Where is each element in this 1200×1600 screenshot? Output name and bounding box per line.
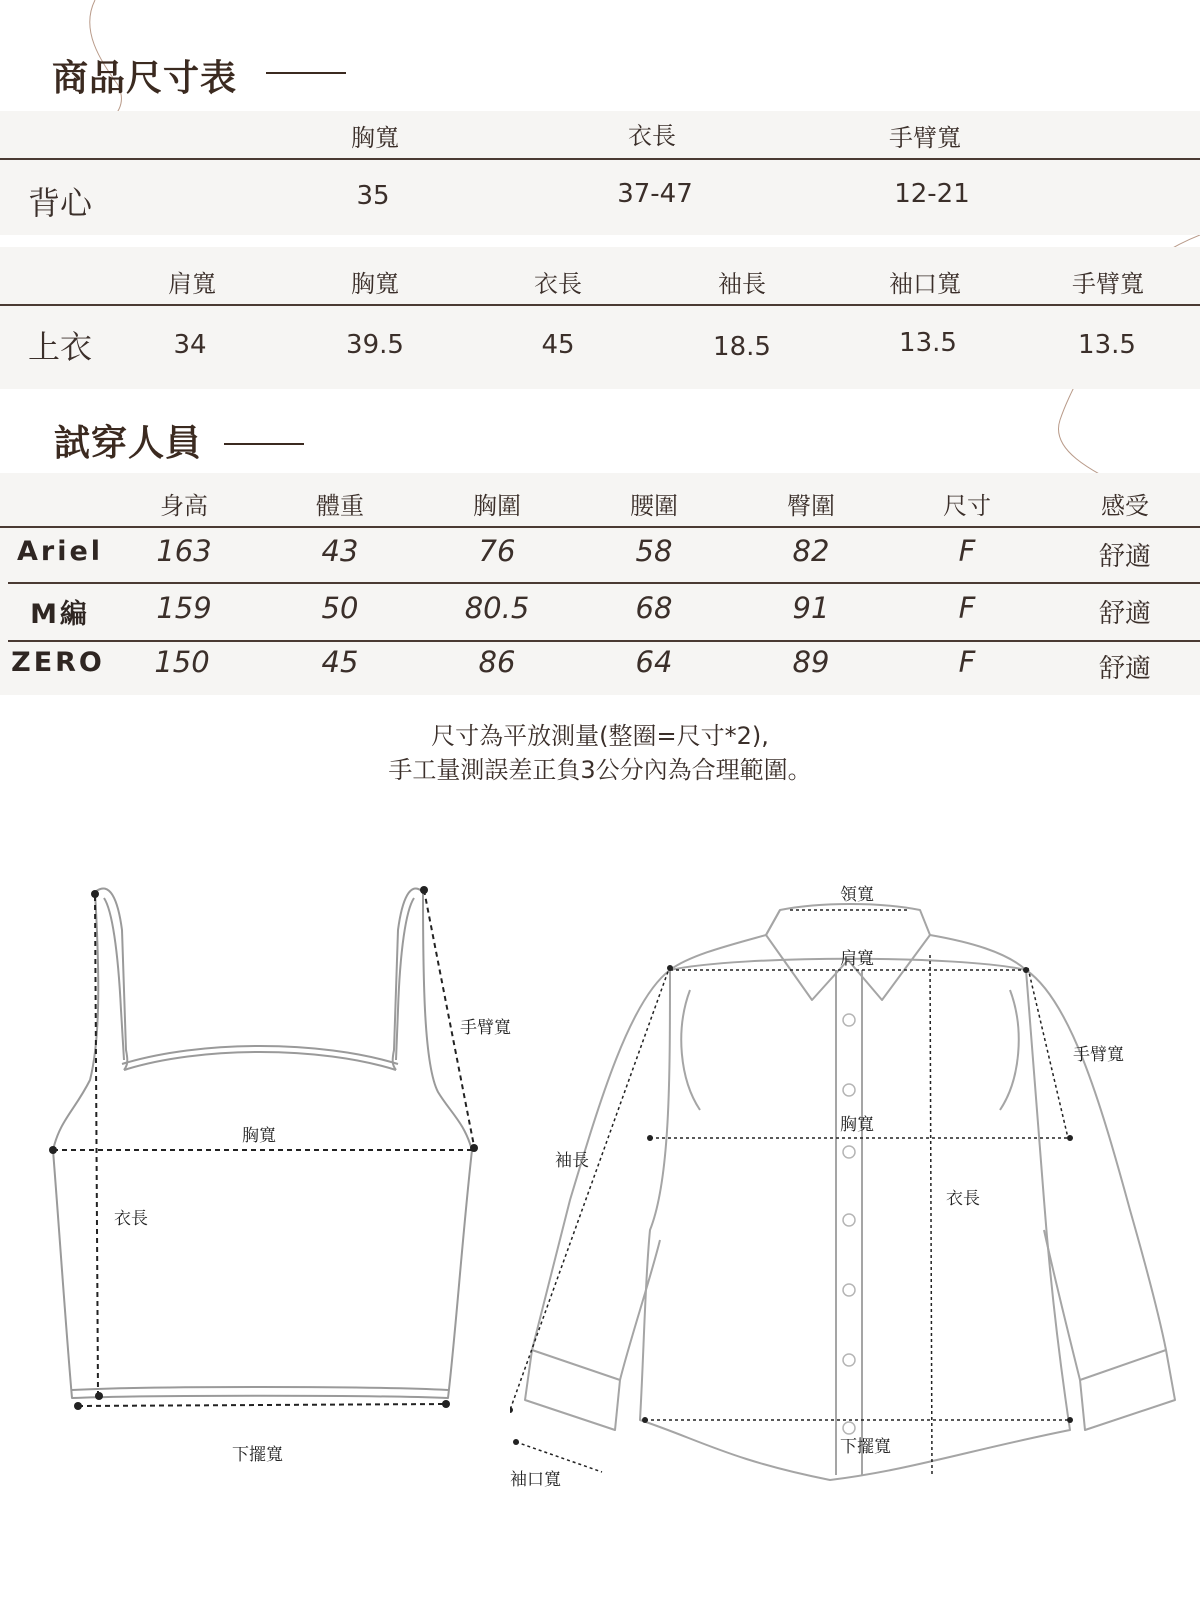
model-hip: 82 [792,534,830,568]
model-bust: 86 [478,645,516,679]
top-header-cuff: 袖口寬 [889,270,961,298]
size-chart-title: 商品尺寸表 [52,57,238,99]
model-hip: 89 [792,645,830,679]
model-weight: 45 [321,645,359,679]
top-header-length: 衣長 [534,270,582,298]
top-header-sleeve: 袖長 [718,270,766,298]
models-title: 試穿人員 [54,422,203,464]
models-header-height: 身高 [160,492,208,520]
models-header-waist: 腰圍 [630,492,678,520]
model-size: F [958,534,976,568]
title-divider [266,72,346,74]
model-feel: 舒適 [1098,599,1152,629]
models-header-feel: 感受 [1101,492,1149,520]
model-name: ZERO [11,647,105,678]
vest-label-length: 衣長 [114,1209,148,1229]
model-weight: 43 [321,534,359,568]
models-header-rule [0,526,1200,528]
vest-label-arm: 手臂寬 [460,1018,511,1038]
model-name: M編 [30,599,90,630]
model-feel: 舒適 [1098,654,1152,684]
top-value-chest: 39.5 [346,330,404,360]
model-waist: 64 [635,645,673,679]
vest-header-rule [0,158,1200,160]
vest-table [0,111,1200,235]
top-value-arm: 13.5 [1078,330,1136,360]
measurement-note-line1: 尺寸為平放測量(整圈=尺寸*2), [431,722,769,750]
models-header-size: 尺寸 [943,492,991,520]
shirt-diagram [510,880,1200,1500]
model-height: 163 [156,534,212,568]
vest-label-hem: 下擺寬 [232,1445,283,1465]
vest-row-label: 背心 [28,184,93,222]
models-row-rule-2 [8,640,1200,642]
top-header-rule [0,304,1200,306]
top-header-chest: 胸寬 [351,270,399,298]
vest-header-length: 衣長 [628,122,676,150]
model-name: Ariel [16,536,104,567]
model-height: 159 [156,591,212,625]
vest-header-chest: 胸寬 [351,124,399,152]
vest-label-chest: 胸寬 [242,1126,276,1146]
models-header-weight: 體重 [316,492,364,520]
shirt-label-arm: 手臂寬 [1073,1045,1124,1065]
models-header-hip: 臀圍 [787,492,835,520]
vest-value-arm: 12-21 [894,179,970,209]
model-bust: 80.5 [464,591,530,625]
model-feel: 舒適 [1098,542,1152,572]
model-size: F [958,645,976,679]
model-size: F [958,591,976,625]
models-title-divider [224,443,304,445]
vest-value-length: 37-47 [617,179,693,209]
shirt-label-length: 衣長 [946,1189,980,1209]
measurement-note-line2: 手工量測誤差正負3公分內為合理範圍。 [388,756,812,784]
model-waist: 68 [635,591,673,625]
model-weight: 50 [321,591,359,625]
vest-value-chest: 35 [356,181,390,211]
vest-header-arm: 手臂寬 [889,124,961,152]
vest-diagram [0,860,520,1480]
models-row-rule-1 [8,582,1200,584]
shirt-label-sleeve: 袖長 [555,1151,589,1171]
top-value-shoulder: 34 [173,330,207,360]
shirt-label-hem: 下擺寬 [840,1437,891,1457]
top-header-shoulder: 肩寬 [168,270,216,298]
top-header-arm: 手臂寬 [1072,270,1144,298]
models-header-bust: 胸圍 [473,492,521,520]
shirt-label-collar: 領寬 [840,885,874,905]
top-row-label: 上衣 [28,328,93,366]
top-value-length: 45 [541,330,575,360]
top-value-cuff: 13.5 [899,328,957,358]
top-value-sleeve: 18.5 [713,332,771,362]
shirt-label-shoulder: 肩寬 [840,949,874,969]
shirt-label-chest: 胸寬 [840,1115,874,1135]
model-waist: 58 [635,534,673,568]
model-bust: 76 [478,534,516,568]
model-hip: 91 [792,591,830,625]
model-height: 150 [154,645,210,679]
shirt-label-cuff: 袖口寬 [510,1470,561,1490]
